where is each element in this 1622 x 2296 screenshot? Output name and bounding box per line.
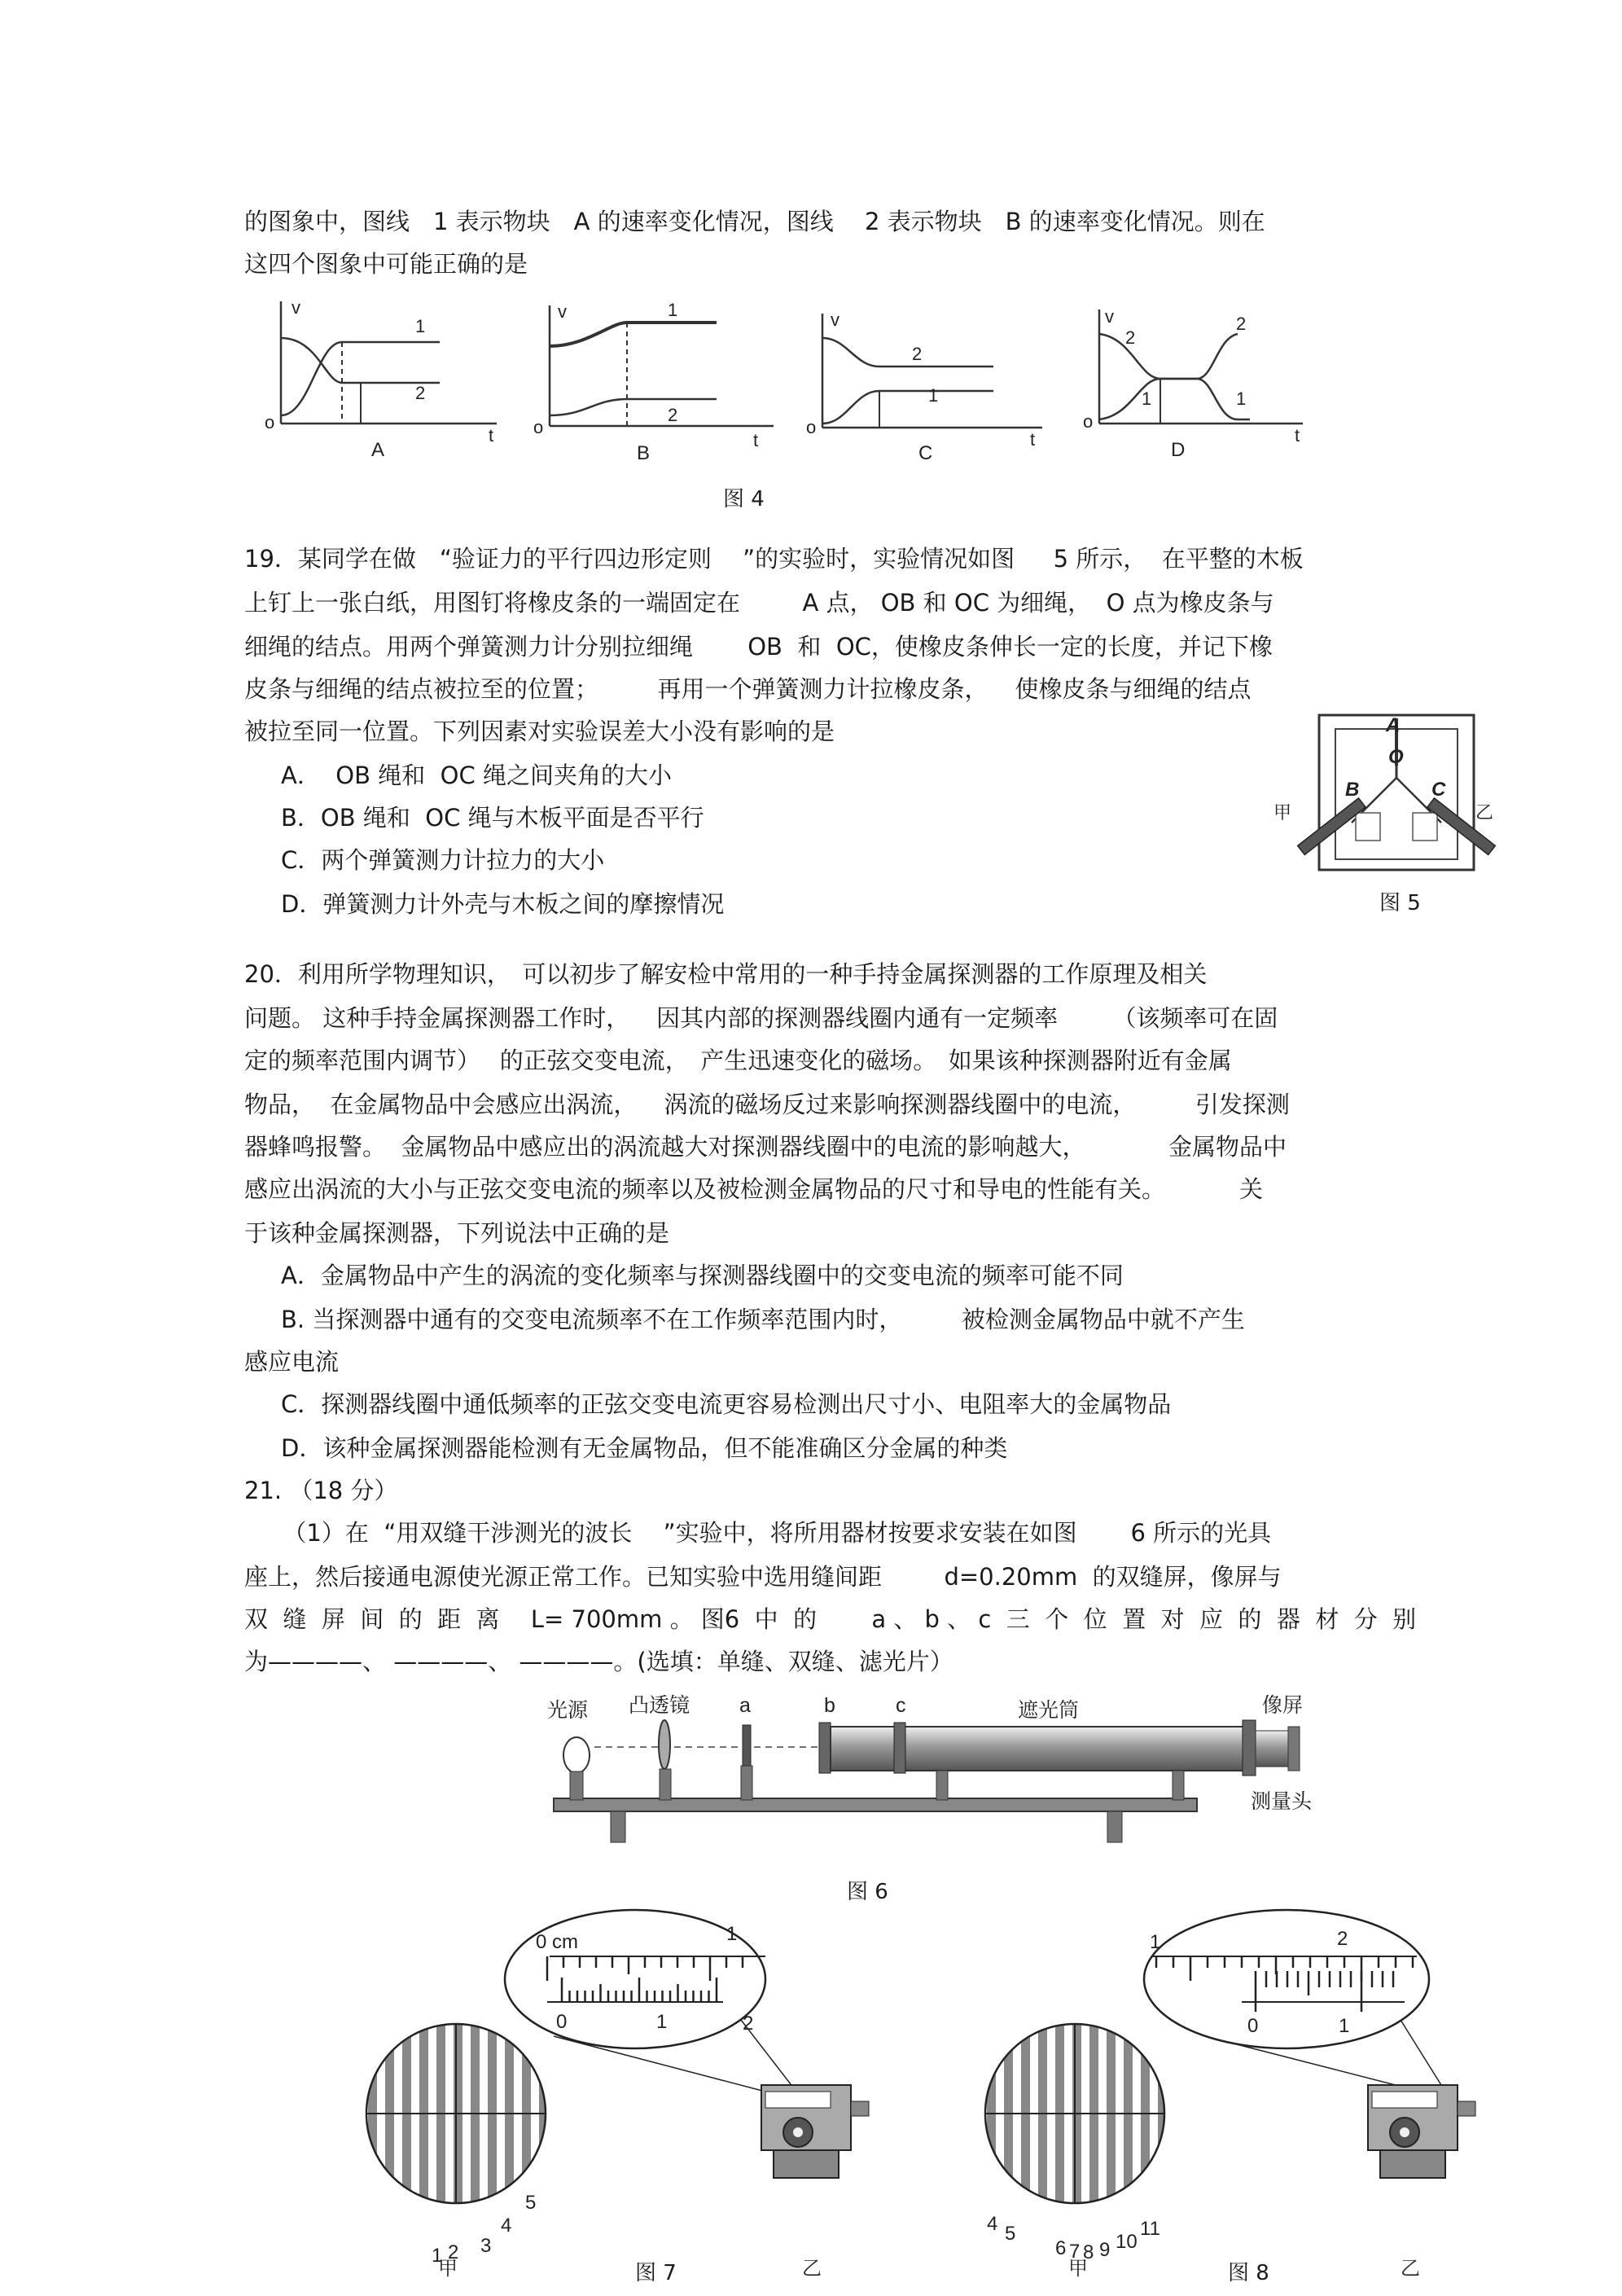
fig8-label-jia: 甲 bbox=[1068, 2258, 1088, 2280]
fringe-stripe bbox=[1141, 2020, 1150, 2215]
fig5-label-a: A bbox=[1386, 714, 1401, 736]
fig5-label-b: B bbox=[1345, 779, 1360, 801]
label-screen: 像屏 bbox=[1262, 1694, 1304, 1717]
label-a: a bbox=[739, 1694, 751, 1717]
fringe-stripe bbox=[1158, 2020, 1167, 2215]
fig8-vernier-0: 0 bbox=[1247, 2015, 1259, 2037]
fig7-vernier-1: 1 bbox=[656, 2011, 668, 2033]
fringe-stripe bbox=[522, 2020, 531, 2215]
fig8-fringe-10: 10 bbox=[1116, 2231, 1138, 2253]
fringe-stripe bbox=[1038, 2020, 1047, 2215]
q20-line-7: 于该种金属探测器，下列说法中正确的是 bbox=[244, 1219, 670, 1247]
fig5-label-c: C bbox=[1431, 779, 1446, 801]
figure-5-caption: 图 5 bbox=[1379, 891, 1421, 915]
q20-line-4: 物品， 在金属物品中会感应出涡流， 涡流的磁场反过来影响探测器线圈中的电流， 引发探测 bbox=[244, 1091, 1290, 1118]
fig7-fringe-2: 2 bbox=[448, 2241, 459, 2263]
fig8-main-scale-2: 2 bbox=[1337, 1928, 1348, 1950]
graph-a bbox=[281, 301, 497, 424]
fig5-label-o: O bbox=[1388, 746, 1404, 768]
figure-7 bbox=[358, 1906, 896, 2281]
fringe-stripe bbox=[1107, 2020, 1116, 2215]
q19-line-5: 被拉至同一位置。下列因素对实验误差大小没有影响的是 bbox=[244, 718, 835, 745]
fringe-stripe bbox=[1072, 2020, 1081, 2215]
fringe-stripe bbox=[454, 2020, 462, 2215]
fig8-fringe-9: 9 bbox=[1099, 2239, 1111, 2261]
figure-4 bbox=[261, 293, 1335, 472]
q20-option-d: D．该种金属探测器能检测有无金属物品，但不能准确区分金属的种类 bbox=[281, 1434, 1008, 1462]
label-measuring-head: 测量头 bbox=[1251, 1790, 1313, 1813]
panel-label-c: C bbox=[918, 442, 933, 464]
figure-4-caption: 图 4 bbox=[723, 487, 765, 511]
graph-c bbox=[822, 314, 1042, 428]
curve-label-2-c: 2 bbox=[912, 344, 923, 364]
fig8-fringe-8: 8 bbox=[1083, 2241, 1094, 2263]
fig8-label-yi: 乙 bbox=[1401, 2258, 1420, 2280]
curve-label-1-b: 1 bbox=[668, 300, 678, 320]
q19-option-a: A． OB 绳和 OC 绳之间夹角的大小 bbox=[281, 762, 672, 789]
fig8-fringe-5: 5 bbox=[1005, 2223, 1016, 2245]
graph-b bbox=[550, 305, 774, 426]
graph-d bbox=[1099, 309, 1303, 424]
fringe-stripe bbox=[368, 2020, 377, 2215]
figure-5 bbox=[1270, 709, 1498, 880]
fringe-stripe bbox=[419, 2020, 428, 2215]
axis-v-d: v bbox=[1105, 306, 1114, 327]
fig8-main-scale-1: 1 bbox=[1150, 1931, 1161, 1953]
fig7-main-scale-1: 1 bbox=[726, 1923, 738, 1945]
axis-t-a: t bbox=[489, 425, 494, 446]
q20-option-b: B. 当探测器中通有的交变电流频率不在工作频率范围内时， 被检测金属物品中就不产生 bbox=[281, 1306, 1245, 1333]
q20-option-b-continued: 感应电流 bbox=[244, 1348, 340, 1376]
q20-line-1: 20．利用所学物理知识， 可以初步了解安检中常用的一种手持金属探测器的工作原理及相关 bbox=[244, 960, 1208, 988]
axis-t-d: t bbox=[1295, 425, 1300, 446]
fig7-fringe-4: 4 bbox=[501, 2215, 512, 2237]
fig7-fringe-5: 5 bbox=[525, 2192, 537, 2214]
axis-t-b: t bbox=[753, 430, 759, 450]
micrometer-eyepiece-icon bbox=[761, 2085, 869, 2178]
fig7-vernier-0: 0 bbox=[556, 2011, 568, 2033]
q19-line-4: 皮条与细绳的结点被拉至的位置； 再用一个弹簧测力计拉橡皮条， 使橡皮条与细绳的结点 bbox=[244, 675, 1252, 703]
panel-label-b: B bbox=[637, 442, 651, 464]
fringe-stripe bbox=[1055, 2020, 1064, 2215]
fig8-fringe-7: 7 bbox=[1069, 2241, 1081, 2263]
fig7-fringe-1: 1 bbox=[432, 2245, 443, 2267]
fringe-stripe bbox=[1089, 2020, 1098, 2215]
fringe-stripe bbox=[539, 2020, 548, 2215]
figure-7-caption: 图 7 bbox=[635, 2261, 677, 2285]
convex-lens-icon bbox=[659, 1720, 670, 1769]
fig7-label-yi: 乙 bbox=[802, 2258, 822, 2280]
q19-option-b: B．OB 绳和 OC 绳与木板平面是否平行 bbox=[281, 804, 704, 832]
origin-c: o bbox=[806, 417, 817, 437]
axis-v-c: v bbox=[831, 309, 839, 330]
label-c: c bbox=[896, 1694, 906, 1717]
q21-line-4: 为————、 ————、 ————。(选填：单缝、双缝、滤光片） bbox=[244, 1648, 953, 1675]
fig7-fringe-3: 3 bbox=[480, 2235, 492, 2257]
figure-8-caption: 图 8 bbox=[1228, 2261, 1269, 2285]
q20-line-5: 器蜂鸣报警。 金属物品中感应出的涡流越大对探测器线圈中的电流的影响越大， 金属物品中 bbox=[244, 1133, 1287, 1161]
fig8-fringe-6: 6 bbox=[1055, 2237, 1067, 2259]
fringe-stripe bbox=[488, 2020, 497, 2215]
fig7-vernier-2: 2 bbox=[743, 2013, 754, 2035]
curve-label-1-c: 1 bbox=[928, 385, 939, 406]
figure-6-caption: 图 6 bbox=[847, 1880, 888, 1904]
fringe-stripe bbox=[987, 2020, 996, 2215]
label-convex-lens: 凸透镜 bbox=[629, 1694, 690, 1717]
fig5-label-jia: 甲 bbox=[1273, 802, 1292, 823]
axis-v-a: v bbox=[292, 297, 300, 318]
origin-d: o bbox=[1083, 411, 1094, 432]
panel-label-d: D bbox=[1171, 439, 1186, 461]
figure-6 bbox=[537, 1678, 1360, 1873]
fringe-stripe bbox=[471, 2020, 480, 2215]
q20-line-3: 定的频率范围内调节） 的正弦交变电流， 产生迅速变化的磁场。 如果该种探测器附近有金属 bbox=[244, 1047, 1232, 1074]
figure-8 bbox=[977, 1906, 1498, 2281]
light-bulb-icon bbox=[563, 1737, 590, 1773]
q21-line-1: （1）在 “用双缝干涉测光的波长 ”实验中，将所用器材按要求安装在如图 6 所示的光具 bbox=[244, 1519, 1272, 1547]
fig8-vernier-1: 1 bbox=[1339, 2015, 1350, 2037]
q21-line-3: 双 缝 屏 间 的 距 离 L= 700mm 。 图6 中 的 a 、 b 、 c 三 个 位 置 对 应 的 器 材 分 别 bbox=[244, 1605, 1417, 1633]
q19-line-2: 上钉上一张白纸，用图钉将橡皮条的一端固定在 A 点， OB 和 OC 为细绳， O 点为橡皮条与 bbox=[244, 589, 1274, 617]
curve-label-2-d-left: 2 bbox=[1125, 327, 1136, 348]
axis-t-c: t bbox=[1030, 429, 1036, 450]
label-shade-tube: 遮光筒 bbox=[1018, 1699, 1080, 1722]
curve-label-2-b: 2 bbox=[668, 405, 678, 425]
curve-label-1-d-right: 1 bbox=[1236, 389, 1247, 409]
q21-line-2: 座上，然后接通电源使光源正常工作。已知实验中选用缝间距 d=0.20mm 的双缝屏，像屏与 bbox=[244, 1563, 1282, 1591]
fig7-label-jia: 甲 bbox=[438, 2258, 458, 2280]
fringe-stripe bbox=[436, 2020, 445, 2215]
q19-line-1: 19．某同学在做 “验证力的平行四边形定则 ”的实验时，实验情况如图 5 所示， 在平整的木板 bbox=[244, 545, 1304, 573]
micrometer-eyepiece-icon bbox=[1368, 2085, 1475, 2178]
panel-label-a: A bbox=[371, 439, 385, 461]
q21-header: 21. （18 分） bbox=[244, 1477, 398, 1504]
origin-a: o bbox=[265, 412, 275, 432]
label-light-source: 光源 bbox=[547, 1699, 589, 1722]
q20-line-6: 感应出涡流的大小与正弦交变电流的频率以及被检测金属物品的尺寸和导电的性能有关。 关 bbox=[244, 1175, 1263, 1203]
curve-label-2-a: 2 bbox=[415, 383, 426, 403]
intro-line-2: 这四个图象中可能正确的是 bbox=[244, 250, 528, 278]
fig5-label-yi: 乙 bbox=[1475, 802, 1494, 823]
fig8-fringe-11: 11 bbox=[1140, 2218, 1160, 2240]
intro-line-1: 的图象中，图线 1 表示物块 A 的速率变化情况，图线 2 表示物块 B 的速率变化情况。则在 bbox=[244, 208, 1265, 235]
curve-label-2-d-right: 2 bbox=[1236, 314, 1247, 334]
label-b: b bbox=[824, 1694, 835, 1717]
q20-option-c: C．探测器线圈中通低频率的正弦交变电流更容易检测出尺寸小、电阻率大的金属物品 bbox=[281, 1390, 1172, 1418]
curve-label-1-d-left: 1 bbox=[1142, 389, 1152, 409]
fig8-fringe-4: 4 bbox=[987, 2213, 998, 2235]
q19-option-d: D．弹簧测力计外壳与木板之间的摩擦情况 bbox=[281, 890, 725, 918]
q19-option-c: C．两个弹簧测力计拉力的大小 bbox=[281, 846, 605, 874]
q19-line-3: 细绳的结点。用两个弹簧测力计分别拉细绳 OB 和 OC，使橡皮条伸长一定的长度，并记下橡 bbox=[244, 633, 1273, 661]
q20-option-a: A．金属物品中产生的涡流的变化频率与探测器线圈中的交变电流的频率可能不同 bbox=[281, 1262, 1124, 1289]
q20-line-2: 问题。 这种手持金属探测器工作时， 因其内部的探测器线圈内通有一定频率 （该频率可在固 bbox=[244, 1004, 1278, 1032]
origin-b: o bbox=[533, 417, 544, 437]
axis-v-b: v bbox=[558, 301, 567, 322]
fig7-main-scale-0: 0 cm bbox=[536, 1931, 579, 1953]
curve-label-1-a: 1 bbox=[415, 316, 426, 336]
